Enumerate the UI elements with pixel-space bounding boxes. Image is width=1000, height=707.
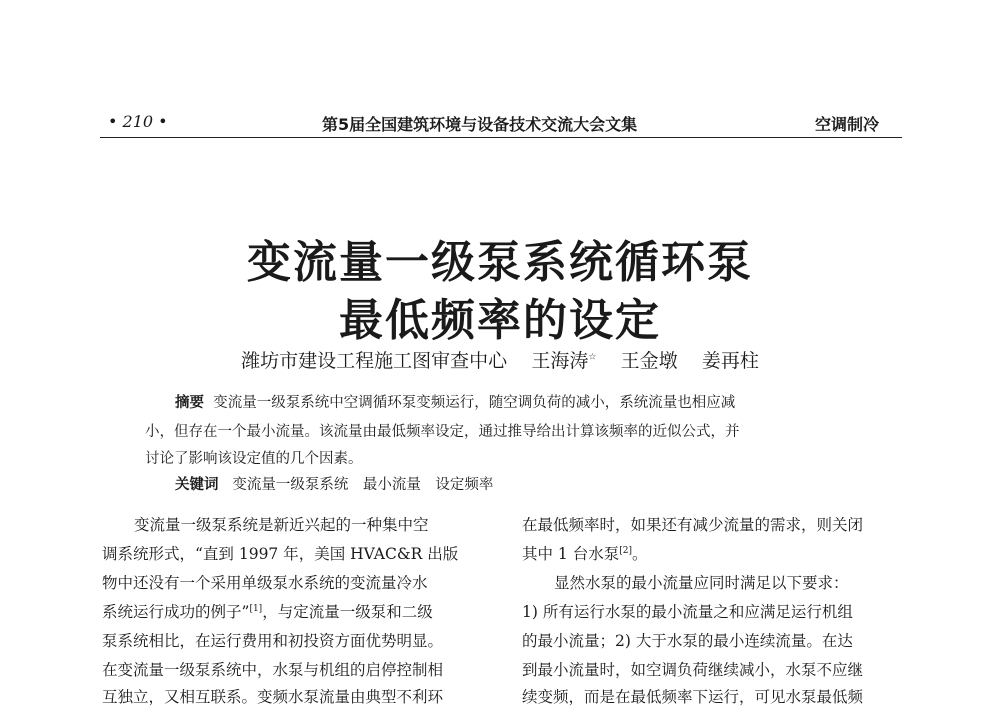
- keywords-items: 变流量一级泵系统 最小流量 设定频率: [232, 477, 494, 493]
- right-line-1: 在最低频率时，如果还有减少流量的需求，则关闭: [522, 516, 864, 534]
- body-right-column: [522, 513, 912, 706]
- author-1: 王海涛: [531, 350, 589, 372]
- right-line-2-text: 其中 1 台水泵: [522, 545, 620, 563]
- left-line-2: 调系统形式，“直到 1997 年，美国 HVAC&R 出版: [102, 545, 459, 563]
- author-1-mark: ☆: [588, 352, 597, 363]
- author-3: 姜再柱: [701, 350, 759, 372]
- citation-2: [2]: [619, 545, 632, 556]
- right-line-2-tail: 。: [631, 545, 648, 563]
- page-number: • 210 •: [108, 112, 168, 131]
- left-line-6: 在变流量一级泵系统中，水泵与机组的启停控制相: [102, 661, 444, 679]
- right-line-7: 续变频，而是在最低频率下运行，可见水泵最低频: [522, 688, 864, 706]
- section-name: 空调制冷: [815, 115, 880, 134]
- header-rule: [100, 137, 902, 138]
- citation-1: [1]: [249, 603, 263, 614]
- abstract-line3: 讨论了影响该设定值的几个因素。: [145, 451, 363, 467]
- right-line-6: 到最小流量时，如空调负荷继续减小，水泵不应继: [522, 661, 864, 679]
- left-line-1: 变流量一级泵系统是新近兴起的一种集中空: [134, 516, 429, 534]
- left-line-5: 泵系统相比，在运行费用和初投资方面优势明显。: [102, 632, 444, 650]
- affiliation: 潍坊市建设工程施工图审查中心: [241, 350, 508, 372]
- abstract-line1: [175, 391, 735, 412]
- abstract-label: 摘要: [175, 395, 204, 411]
- body-left-column: [102, 513, 492, 706]
- right-line-5: 的最小流量；2) 大于水泵的最小连续流量。在达: [522, 632, 853, 650]
- left-line-4: [102, 600, 433, 622]
- right-line-2: [522, 542, 647, 564]
- collection-title: 第5届全国建筑环境与设备技术交流大会文集: [322, 115, 638, 134]
- abstract-text-1: 变流量一级泵系统中空调循环泵变频运行，随空调负荷的减小，系统流量也相应减: [213, 395, 736, 411]
- left-line-4-text: 系统运行成功的例子”: [102, 603, 250, 621]
- paper-title-line1: 变流量一级泵系统循环泵: [247, 237, 753, 288]
- paper-title-line2: 最低频率的设定: [339, 295, 661, 346]
- left-line-4-tail: ，与定流量一级泵和二级: [262, 603, 433, 621]
- right-line-3: 显然水泵的最小流量应同时满足以下要求：: [554, 574, 849, 592]
- authors-line: [0, 346, 1000, 373]
- left-line-3: 物中还没有一个采用单级泵水系统的变流量冷水: [102, 574, 428, 592]
- author-2: 王金墩: [620, 350, 678, 372]
- right-line-4: 1) 所有运行水泵的最小流量之和应满足运行机组: [522, 603, 853, 621]
- keywords-line: [175, 473, 493, 494]
- left-line-7: 互独立，又相互联系。变频水泵流量由典型不利环: [102, 688, 444, 706]
- keywords-label: 关键词: [175, 477, 219, 493]
- abstract-line2: 小，但存在一个最小流量。该流量由最低频率设定，通过推导给出计算该频率的近似公式，并: [145, 424, 740, 440]
